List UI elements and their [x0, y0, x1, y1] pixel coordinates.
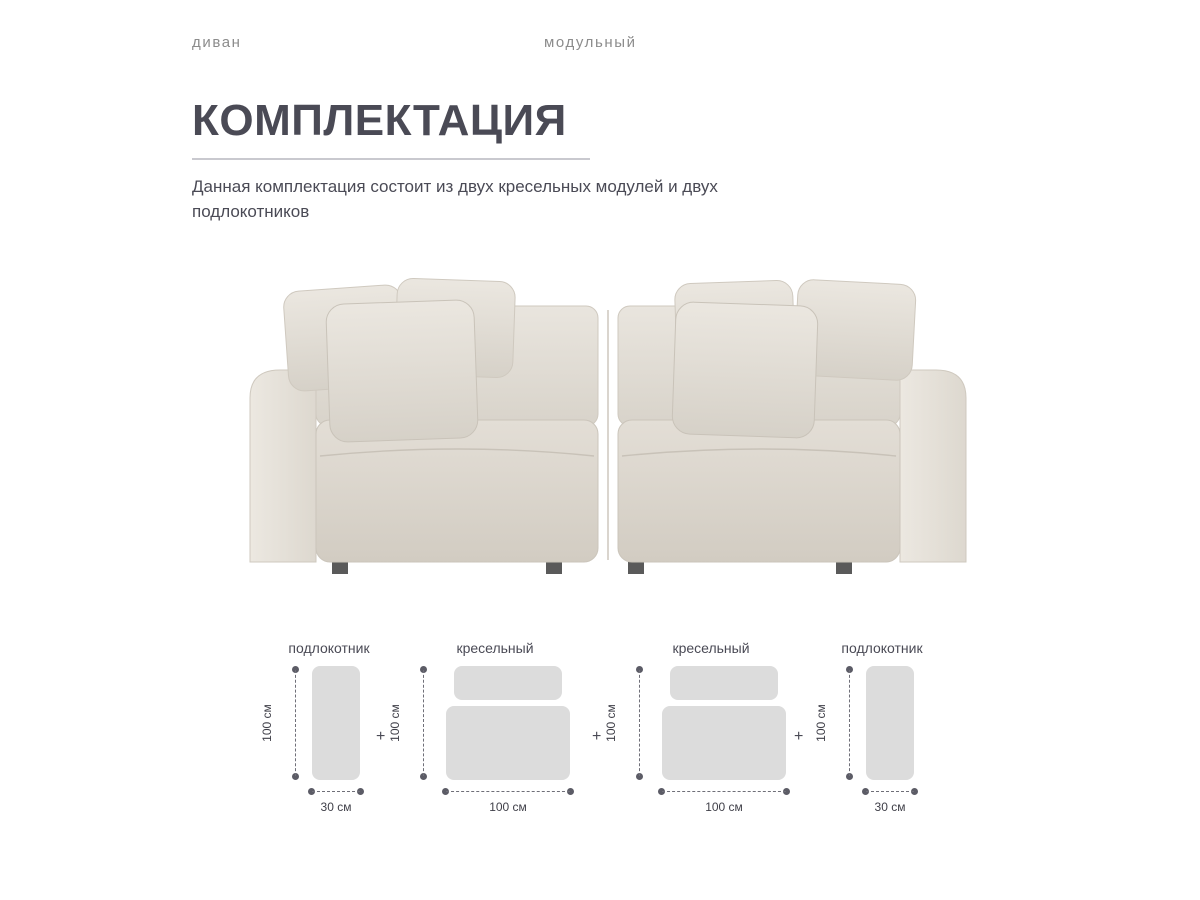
module-width-value: 100 см [489, 800, 527, 814]
kicker-product-modifier: модульный [544, 34, 637, 51]
module-width-dimension [658, 788, 790, 822]
module-label: кресельный [672, 640, 750, 656]
module-width-dimension [442, 788, 574, 822]
separator-plus-3: + [794, 728, 804, 745]
dimension-line [866, 791, 914, 792]
sofa-armrest-right [900, 370, 966, 562]
kicker-product-type: диван [192, 34, 242, 51]
seat-back-shape [670, 666, 778, 700]
module-height-dimension [604, 666, 648, 780]
module-label: подлокотник [288, 640, 370, 656]
dimension-line [446, 791, 570, 792]
module-height-dimension [388, 666, 432, 780]
title-divider [192, 158, 590, 160]
module-height-value: 100 см [388, 704, 402, 742]
seat-back-shape [454, 666, 562, 700]
armrest-shape [866, 666, 914, 780]
sofa-svg [228, 270, 988, 600]
module-label: подлокотник [841, 640, 923, 656]
module-height-value: 100 см [604, 704, 618, 742]
modules-row [260, 640, 950, 850]
sofa-illustration [228, 270, 988, 600]
module-height-dimension [814, 666, 858, 780]
module-width-value: 30 см [874, 800, 906, 814]
module-width-value: 100 см [705, 800, 743, 814]
module-height-value: 100 см [260, 704, 274, 742]
dimension-line [639, 670, 640, 776]
dimension-line [849, 670, 850, 776]
module-width-value: 30 см [320, 800, 352, 814]
module-width-dimension [862, 788, 918, 822]
module-width-dimension [308, 788, 364, 822]
page-subtitle: Данная комплектация состоит из двух кресельных модулей и двух подлокотников [192, 177, 718, 221]
module-shape-group [866, 666, 914, 780]
module-height-value: 100 см [814, 704, 828, 742]
module-shape-group [662, 666, 786, 780]
sofa-armrest-left [250, 370, 316, 562]
page-title: КОМПЛЕКТАЦИЯ [192, 96, 567, 145]
dimension-line [295, 670, 296, 776]
module-shape-group [446, 666, 570, 780]
sofa-pillow-front-right [672, 302, 819, 439]
seat-base-shape [662, 706, 786, 780]
separator-plus-1: + [376, 728, 386, 745]
sofa-pillow-front-left [326, 299, 479, 442]
sofa-seat-right [618, 420, 900, 562]
dimension-line [312, 791, 360, 792]
module-shape-group [312, 666, 360, 780]
dimension-line [662, 791, 786, 792]
dimension-line [423, 670, 424, 776]
module-label: кресельный [456, 640, 534, 656]
armrest-shape [312, 666, 360, 780]
seat-base-shape [446, 706, 570, 780]
module-height-dimension [260, 666, 304, 780]
separator-plus-2: + [592, 728, 602, 745]
header [192, 34, 992, 58]
